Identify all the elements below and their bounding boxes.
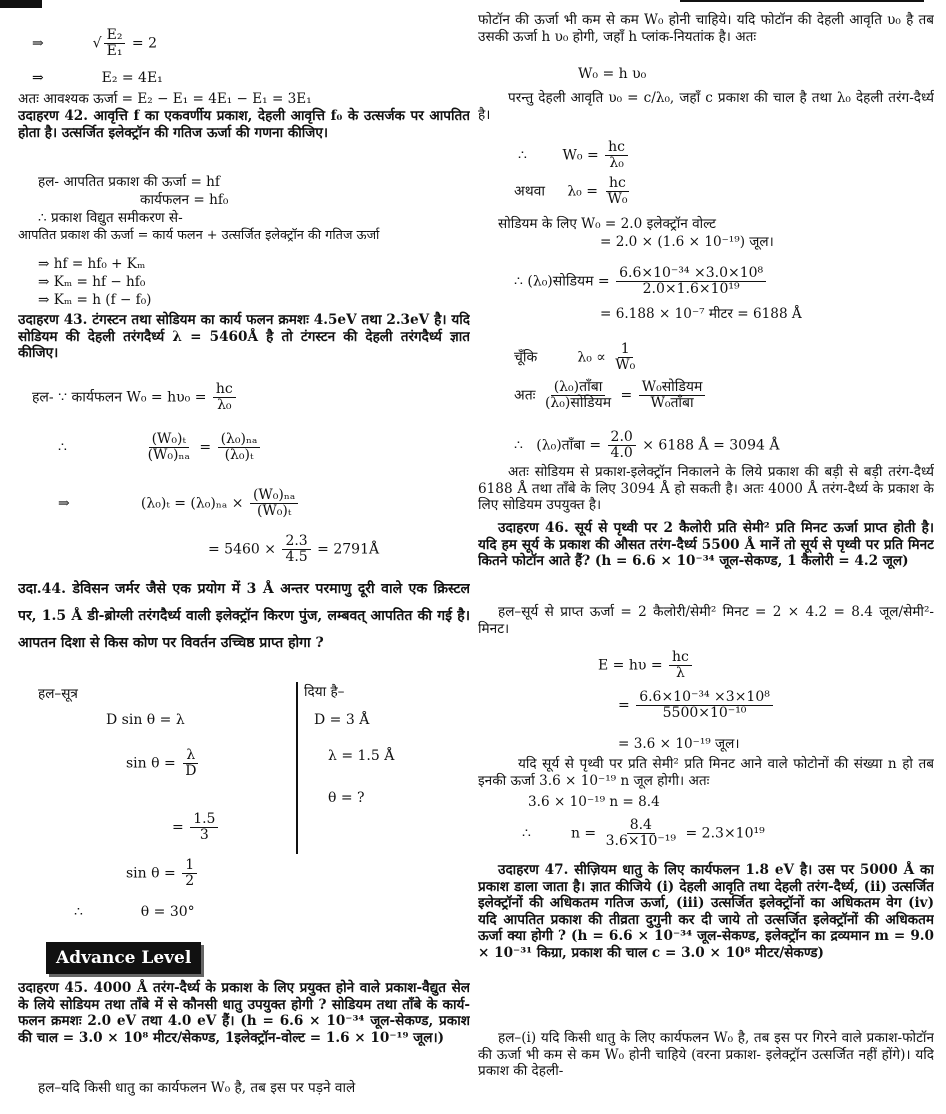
sol-42-step3: ⇒ Kₘ = h (f − f₀) <box>38 292 152 308</box>
eq-lambda0: अथवा λ₀ = $\frac{hc}{\text{W₀}}$ <box>514 175 628 207</box>
eq-photon-energy: E = hυ = $\frac{hc}{\lambda}$ <box>598 650 694 681</box>
required-energy: अतः आवश्यक ऊर्जा = E₂ − E₁ = 4E₁ − E₁ = 3E₁ <box>18 91 312 107</box>
sol-44-half: sin θ = $\frac{1}{2}$ <box>126 858 199 889</box>
sol-43-label: हल- ∵ कार्यफलन <box>32 389 123 406</box>
photon-count-text: यदि सूर्य से पृथ्वी पर प्रति सेमी² प्रति मिनट आने वाले फोटोनों की संख्या n हो तब इनकी ऊर्जा 3.6 × 10⁻¹⁹ n जूल होगी। अतः <box>478 756 934 789</box>
or-label: अथवा <box>514 183 546 200</box>
example-45: उदाहरण 45. 4000 Å तरंग-दैर्ध्य के प्रकाश के लिए प्रयुक्त होने वाले प्रकाश-वैद्युत सेल के लिये सोडियम तथा ताँबे में से कौनसी धातु उपयुक्त होगी ? सोडियम तथा ताँबे के कार्य-फलन क्रमशः 2.0 eV तथा 4.0 eV हैं। (h = 6.6 × 10⁻³⁴ जूल-सेकण्ड, प्रकाश की चाल = 3.0 × 10⁸ मीटर/सेकण्ड, 1इलेक्ट्रॉन-वोल्ट = 1.6 × 10⁻¹⁹ जूल।) <box>18 980 470 1046</box>
eq-e2: ⇒ E₂ = 4E₁ <box>32 70 163 86</box>
example-46: उदाहरण 46. सूर्य से पृथ्वी पर 2 कैलोरी प्रति सेमी² प्रति मिनट ऊर्जा प्राप्त होती है। यदि हम सूर्य के प्रकाश की औसत तरंग-दैर्ध्य 5500 Å मानें तो सूर्य से पृथ्वी पर प्रति मिनट कितने फोटॉन आते हैं? (h = 6.6 × 10⁻³⁴ जूल-सेकण्ड, 1 कैलोरी = 4.2 जूल) <box>478 520 934 570</box>
sodium-w0-joule: = 2.0 × (1.6 × 10⁻¹⁹) जूल। <box>600 234 774 250</box>
sodium-lambda-result: = 6.188 × 10⁻⁷ मीटर = 6188 Å <box>600 306 802 322</box>
sol-43-result-prefix: = 5460 × <box>208 541 276 558</box>
given-divider <box>296 682 298 854</box>
given-lambda: λ = 1.5 Å <box>328 748 395 764</box>
hence-label: अतः <box>514 387 536 404</box>
sol-46-energy: हल–सूर्य से प्राप्त ऊर्जा = 2 कैलोरी/सेमी² मिनट = 2 × 4.2 = 8.4 जूल/सेमी²-मिनट। <box>478 604 934 637</box>
sol-43-lambda: ⇒ (λ₀)ₜ = (λ₀)ₙₐ × $\frac{\text{(W₀)ₙₐ}}{\text{(W₀)ₜ}}$ <box>58 488 300 519</box>
sol-43-ratio: ∴ $\frac{\text{(W₀)ₜ}}{\text{(W₀)ₙₐ}}$ = $\frac{\text{(λ₀)ₙₐ}}{\text{(λ₀)ₜ}}$ <box>58 432 262 463</box>
since-label: चूँकि <box>514 349 538 366</box>
eq-copper-ratio: अतः $\frac{\text{(λ₀)ताँबा}}{\text{(λ₀)सोडियम}}$ = $\frac{\text{W₀सोडियम}}{\text{W₀ताँबा}}$ <box>514 380 707 411</box>
left-column <box>18 0 470 1114</box>
given-d: D = 3 Å <box>314 712 370 728</box>
sol-45-start: हल–यदि किसी धातु का कार्यफलन W₀ है, तब इस पर पड़ने वाले <box>38 1080 356 1096</box>
sol-44-answer: ∴ θ = 30° <box>74 904 195 920</box>
photon-energy-result: = 3.6 × 10⁻¹⁹ जूल। <box>618 736 740 752</box>
sol-42-eq-heading: ∴ प्रकाश विद्युत समीकरण से- <box>38 210 183 226</box>
example-44: उदा.44. डेविसन जर्मर जैसे एक प्रयोग में 3 Å अन्तर परमाणु दूरी वाले एक क्रिस्टल पर, 1.5 Å डी-ब्रोग्ली तरंगदैर्ध्य वाली इलेक्ट्रॉन किरण पुंज, लम्बवत् आपतित की गई है। आपतन दिशा से किस कोण पर विवर्तन उच्चिष्ठ प्राप्त होगा ? <box>18 581 470 651</box>
sol-44-answer-text: θ = 30° <box>140 904 195 920</box>
sol-42-workfn: कार्यफलन = hf₀ <box>140 192 229 208</box>
sol-44-formula-label: हल–सूत्र <box>38 686 78 702</box>
eq-photon-count: ∴ n = $\frac{8.4}{\text{3.6×10⁻¹⁹}}$ = 2.3×10¹⁹ <box>522 817 765 849</box>
eq-sqrt: ⇒ √ $\frac{\text{E₂}}{\text{E₁}}$ = 2 <box>32 27 157 59</box>
sol-44-sin: sin θ = $\frac{\lambda}{D}$ <box>126 747 197 779</box>
sol-42-step2: ⇒ Kₘ = hf − hf₀ <box>38 274 146 290</box>
eq-sodium-lambda: ∴ (λ₀)सोडियम = $\frac{\text{6.6×10⁻³⁴ ×3.0×10⁸}}{\text{2.0×1.6×10¹⁹}}$ <box>514 266 768 297</box>
example-43: उदाहरण 43. टंगस्टन तथा सोडियम का कार्य फलन क्रमशः 4.5eV तथा 2.3eV है। यदि सोडियम की देहली तरंगदैर्ध्य λ = 5460Å है तो टंगस्टन की देहली तरंगदैर्ध्य ज्ञात कीजिए। <box>18 312 470 362</box>
sol-44-given-label: दिया है– <box>304 684 345 700</box>
sol-47-start: हल–(i) यदि किसी धातु के लिए कार्यफलन W₀ है, तब इस पर गिरने वाले प्रकाश-फोटॉन की ऊर्जा भी कम से कम W₀ होनी चाहिये (वरना प्रकाश- इलेक्ट्रॉन उत्सर्जित नहीं होंगे)। यदि प्रकाश की देहली- <box>478 1030 934 1080</box>
sol-42-einstein: आपतित प्रकाश की ऊर्जा = कार्य फलन + उत्सर्जित इलेक्ट्रॉन की गतिज ऊर्जा <box>18 228 380 243</box>
sol-44-ratio: = $\frac{1.5}{3}$ <box>172 812 220 843</box>
example-42: उदाहरण 42. आवृत्ति f का एकवर्णीय प्रकाश, देहली आवृत्ति f₀ के उत्सर्जक पर आपतित होता है। उत्सर्जित इलेक्ट्रॉन की गतिज ऊर्जा की गणना कीजिए। <box>18 108 470 141</box>
eq-copper-lambda: ∴ (λ₀)ताँबा = $\frac{2.0}{4.0}$ × 6188 Å = 3094 Å <box>514 429 780 461</box>
given-theta: θ = ? <box>328 790 365 806</box>
sol-45-cont: फोटॉन की ऊर्जा भी कम से कम W₀ होनी चाहिये। यदि फोटॉन की देहली आवृति υ₀ है तब उसकी ऊर्जा h υ₀ होगी, जहाँ h प्लांक-नियतांक है। अतः <box>478 12 934 45</box>
advance-level-banner: Advance Level <box>46 942 201 974</box>
eq-w0-hc: ∴ W₀ = $\frac{hc}{\text{λ₀}}$ <box>518 140 630 171</box>
sol-42-energy: हल- आपतित प्रकाश की ऊर्जा = hf <box>38 174 220 190</box>
eq-photon-value: = $\frac{\text{6.6×10⁻³⁴ ×3×10⁸}}{\text{5500×10⁻¹⁰}}$ <box>618 690 775 721</box>
eq-e2-text: E₂ = 4E₁ <box>101 70 163 86</box>
sodium-w0: सोडियम के लिए W₀ = 2.0 इलेक्ट्रॉन वोल्ट <box>498 216 716 232</box>
eq-w0-hv0: W₀ = h υ₀ <box>578 66 647 82</box>
threshold-freq-text: परन्तु देहली आवृति υ₀ = c/λ₀, जहाँ c प्रकाश की चाल है तथा λ₀ देहली तरंग-दैर्ध्य है। <box>478 90 934 123</box>
right-column <box>478 0 934 1114</box>
example-47: उदाहरण 47. सीज़ियम धातु के लिए कार्यफलन 1.8 eV है। उस पर 5000 Å का प्रकाश डाला जाता है। ज्ञात कीजिये (i) देहली आवृति तथा देहली तरंग-दैर्ध्य, (ii) उत्सर्जित इलेक्ट्रॉनों की अधिकतम गतिज ऊर्जा, (iii) उत्सर्जित इलेक्ट्रॉनों का अधिकतम वेग (iv) यदि आपतित प्रकाश की तीव्रता दुगुनी कर दी जाये तो उत्सर्जित इलेक्ट्रॉनों की अधिकतम ऊर्जा क्या होगी ? (h = 6.6 × 10⁻³⁴ जूल-सेकण्ड, इलेक्ट्रॉन का द्रव्यमान m = 9.0 × 10⁻³¹ किग्रा, प्रकाश की चाल c = 3.0 × 10⁸ मीटर/सेकण्ड) <box>478 862 934 961</box>
sol-42-step1: ⇒ hf = hf₀ + Kₘ <box>38 256 146 272</box>
sol-43-formula: हल- ∵ कार्यफलन W₀ = hυ₀ = $\frac{hc}{\text{λ₀}}$ <box>32 382 238 413</box>
photon-count-eq: 3.6 × 10⁻¹⁹ n = 8.4 <box>528 794 660 810</box>
conclusion-45: अतः सोडियम से प्रकाश-इलेक्ट्रॉन निकालने के लिये प्रकाश की बड़ी से बड़ी तरंग-दैर्ध्य 6188 Å तथा ताँबे के लिए 3094 Å हो सकती है। अतः 4000 Å तरंग-दैर्ध्य के प्रकाश के लिए सोडियम उपयुक्त है। <box>478 464 934 514</box>
sol-44-bragg: D sin θ = λ <box>106 712 185 728</box>
sol-43-result: = 5460 × $\frac{2.3}{4.5}$ = 2791Å <box>208 533 380 565</box>
eq-proportional: चूँकि λ₀ ∝ $\frac{1}{\text{W₀}}$ <box>514 341 636 373</box>
